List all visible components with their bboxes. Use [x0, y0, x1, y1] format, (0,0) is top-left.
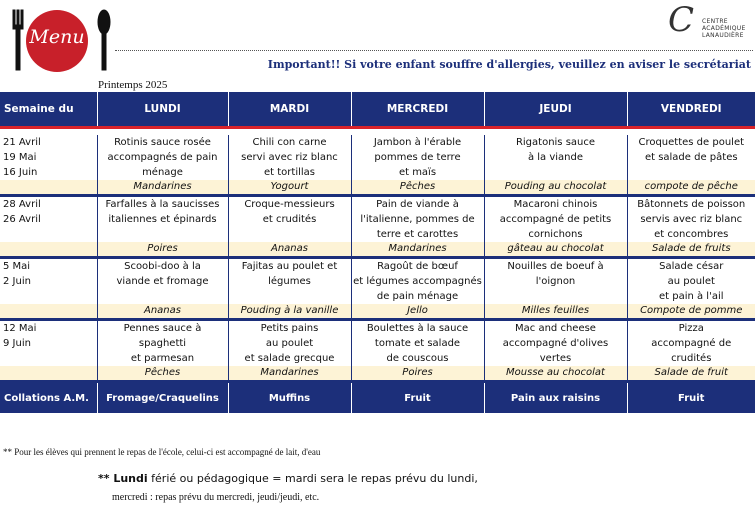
dessert-cell: Salade de fruits: [627, 242, 755, 258]
dessert-cell: Ananas: [97, 304, 228, 320]
meal-cell: Pain de viande à l'italienne, pommes de terre et carottes: [351, 196, 484, 243]
dessert-row: [0, 366, 755, 382]
collation-friday: Fruit: [627, 382, 755, 414]
org-monogram-icon: C: [668, 0, 695, 40]
collation-thursday: Pain aux raisins: [484, 382, 627, 414]
dessert-cell: Salade de fruit: [627, 366, 755, 382]
dessert-cell: Ananas: [228, 242, 351, 258]
dessert-cell: Poires: [351, 366, 484, 382]
meal-cell: Pizza accompagné de crudités: [627, 320, 755, 367]
dessert-row: [0, 180, 755, 196]
meal-cell: Croquettes de poulet et salade de pâtes: [627, 135, 755, 180]
dessert-cell: Mandarines: [228, 366, 351, 382]
org-name-line2: ACADÉMIQUE: [702, 25, 746, 32]
footnote: ** Pour les élèves qui prennent le repas de l'école, celui-ci est accompagné de lait, d'eau: [3, 447, 321, 457]
header-thursday: JEUDI: [484, 92, 627, 128]
meal-cell: Rotinis sauce rosée accompagnés de pain ménage: [97, 135, 228, 180]
dessert-cell: Pêches: [351, 180, 484, 196]
dessert-cell: Yogourt: [228, 180, 351, 196]
week-dates: 28 Avril 26 Avril: [3, 199, 41, 225]
header-monday: LUNDI: [97, 92, 228, 128]
week-row: [0, 258, 755, 305]
meal-cell: Croque-messieurs et crudités: [228, 196, 351, 243]
org-logo: [668, 0, 752, 46]
dessert-row: [0, 304, 755, 320]
dessert-cell: Pouding au chocolat: [484, 180, 627, 196]
meal-cell: Nouilles de boeuf à l'oignon: [484, 258, 627, 305]
header-week: Semaine du: [0, 92, 97, 128]
week-row: [0, 135, 755, 180]
menu-logo-word: Menu: [29, 26, 85, 48]
allergy-notice: Important!! Si votre enfant souffre d'allergies, veuillez en aviser le secrétariat: [267, 58, 751, 71]
week-row: [0, 196, 755, 243]
menu-logo: [4, 4, 116, 74]
meal-cell: Pennes sauce à spaghetti et parmesan: [97, 320, 228, 367]
meal-cell: Jambon à l'érable pommes de terre et maïs: [351, 135, 484, 180]
collation-tuesday: Muffins: [228, 382, 351, 414]
menu-table: [0, 92, 755, 413]
meal-cell: Chili con carne servi avec riz blanc et tortillas: [228, 135, 351, 180]
week-dates: 21 Avril 19 Mai 16 Juin: [3, 137, 41, 178]
dessert-cell: Mandarines: [351, 242, 484, 258]
org-name-line1: CENTRE: [702, 18, 728, 25]
collation-monday: Fromage/Craquelins: [97, 382, 228, 414]
header-wednesday: MERCREDI: [351, 92, 484, 128]
holiday-note-line2: mercredi : repas prévu du mercredi, jeudi/jeudi, etc.: [112, 492, 320, 503]
collations-row: [0, 382, 755, 414]
dessert-cell: Mandarines: [97, 180, 228, 196]
dotted-divider: [115, 50, 753, 51]
meal-cell: Rigatonis sauce à la viande: [484, 135, 627, 180]
meal-cell: Bâtonnets de poisson servis avec riz blanc et concombres: [627, 196, 755, 243]
dessert-cell: Milles feuilles: [484, 304, 627, 320]
season-label: Printemps 2025: [98, 79, 168, 91]
meal-cell: Farfalles à la saucisses italiennes et épinards: [97, 196, 228, 243]
collation-wednesday: Fruit: [351, 382, 484, 414]
header-friday: VENDREDI: [627, 92, 755, 128]
meal-cell: Scoobi-doo à la viande et fromage: [97, 258, 228, 305]
dessert-cell: Mousse au chocolat: [484, 366, 627, 382]
holiday-note-bold: ** Lundi: [98, 472, 148, 485]
holiday-note-text: férié ou pédagogique = mardi sera le repas prévu du lundi,: [147, 472, 478, 485]
week-row: [0, 320, 755, 367]
meal-cell: Ragoût de bœuf et légumes accompagnés de pain ménage: [351, 258, 484, 305]
holiday-note: [98, 472, 478, 485]
meal-cell: Mac and cheese accompagné d'olives vertes: [484, 320, 627, 367]
header-row: [0, 92, 755, 128]
org-name-line3: LANAUDIÈRE: [702, 32, 744, 39]
meal-cell: Boulettes à la sauce tomate et salade de couscous: [351, 320, 484, 367]
collations-label: Collations A.M.: [0, 382, 97, 414]
dessert-cell: Compote de pomme: [627, 304, 755, 320]
dessert-cell: gâteau au chocolat: [484, 242, 627, 258]
dessert-cell: compote de pêche: [627, 180, 755, 196]
week-dates: 5 Mai 2 Juin: [3, 261, 31, 287]
meal-cell: Petits pains au poulet et salade grecque: [228, 320, 351, 367]
dessert-cell: Poires: [97, 242, 228, 258]
meal-cell: Fajitas au poulet et légumes: [228, 258, 351, 305]
dessert-row: [0, 242, 755, 258]
meal-cell: Macaroni chinois accompagné de petits cornichons: [484, 196, 627, 243]
dessert-cell: Jello: [351, 304, 484, 320]
dessert-cell: Pêches: [97, 366, 228, 382]
meal-cell: Salade césar au poulet et pain à l'ail: [627, 258, 755, 305]
dessert-cell: Pouding à la vanille: [228, 304, 351, 320]
week-dates: 12 Mai 9 Juin: [3, 323, 37, 349]
header-tuesday: MARDI: [228, 92, 351, 128]
